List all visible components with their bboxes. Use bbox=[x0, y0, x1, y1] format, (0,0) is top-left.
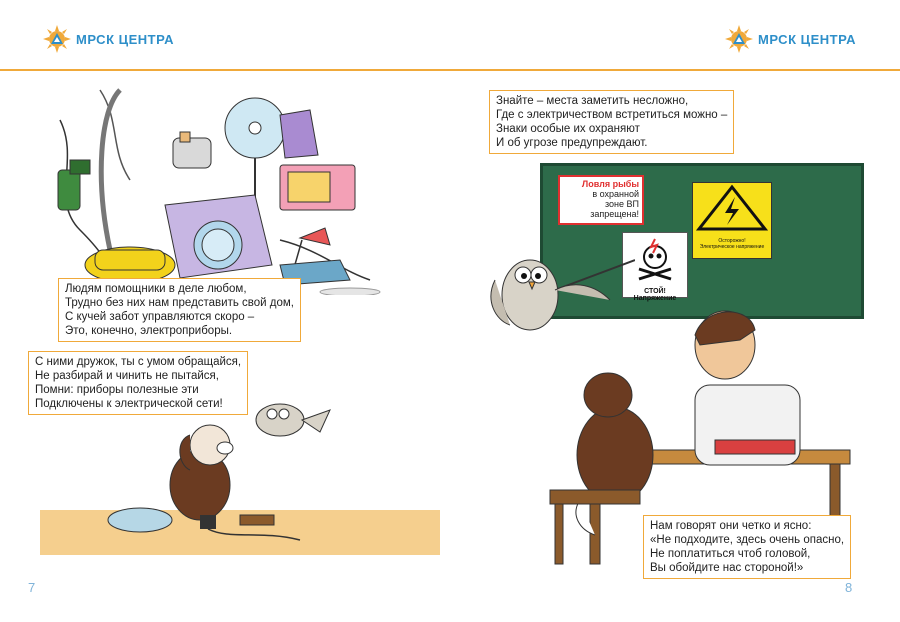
sign-fishing-line: запрещена! bbox=[590, 209, 639, 219]
sign-stop-label: СТОЙ! Напряжение bbox=[633, 288, 677, 302]
sign-warning-line: Осторожно! bbox=[718, 238, 746, 244]
brand-name: МРСК ЦЕНТРА bbox=[758, 31, 857, 47]
verse-line: Трудно без них нам представить свой дом, bbox=[65, 297, 295, 309]
verse-box-appliances bbox=[58, 278, 301, 342]
brand-logo-right bbox=[724, 24, 856, 54]
page-number-left: 7 bbox=[28, 580, 36, 595]
sign-voltage-warning bbox=[692, 182, 772, 259]
verse-line: Подключены к электрической сети! bbox=[35, 398, 223, 410]
verse-line: Помни: приборы полезные эти bbox=[35, 384, 199, 396]
appliances-illustration bbox=[40, 80, 390, 295]
verse-line: Не разбирай и чинить не пытайся, bbox=[35, 370, 219, 382]
sign-fishing-line: Ловля рыбы bbox=[581, 179, 639, 189]
verse-line: С ними дружок, ты с умом обращайся, bbox=[35, 356, 242, 368]
verse-line: Знаки особые их охраняют bbox=[496, 123, 640, 135]
brand-logo-left bbox=[42, 24, 174, 54]
sun-triangle-icon bbox=[42, 24, 72, 54]
verse-line: «Не подходите, здесь очень опасно, bbox=[650, 534, 845, 546]
sun-triangle-icon bbox=[724, 24, 754, 54]
page-number-right: 8 bbox=[845, 580, 853, 595]
sign-fishing-line: зоне ВП bbox=[605, 199, 639, 209]
verse-line: С кучей забот управляются скоро – bbox=[65, 311, 255, 323]
brand-name: МРСК ЦЕНТРА bbox=[76, 31, 175, 47]
dog-repair-illustration bbox=[40, 390, 440, 575]
verse-line: Это, конечно, электроприборы. bbox=[65, 325, 233, 337]
header-rule bbox=[0, 69, 900, 71]
verse-line: Где с электричеством встретиться можно – bbox=[496, 109, 728, 121]
verse-line: Не поплатиться чтоб головой, bbox=[650, 548, 811, 560]
sign-fishing-prohibited bbox=[558, 175, 644, 225]
verse-line: И об угрозе предупреждают. bbox=[496, 137, 648, 149]
sign-fishing-line: в охранной bbox=[592, 189, 639, 199]
sign-warning-line: Электрическое напряжение bbox=[699, 244, 765, 250]
high-voltage-icon bbox=[693, 183, 771, 233]
verse-line: Вы обойдите нас стороной!» bbox=[650, 562, 804, 574]
verse-line: Людям помощники в деле любом, bbox=[65, 283, 247, 295]
verse-box-warning bbox=[643, 515, 851, 579]
verse-line: Нам говорят они четко и ясно: bbox=[650, 520, 812, 532]
verse-line: Знайте – места заметить несложно, bbox=[496, 95, 689, 107]
verse-box-signs bbox=[489, 90, 734, 154]
